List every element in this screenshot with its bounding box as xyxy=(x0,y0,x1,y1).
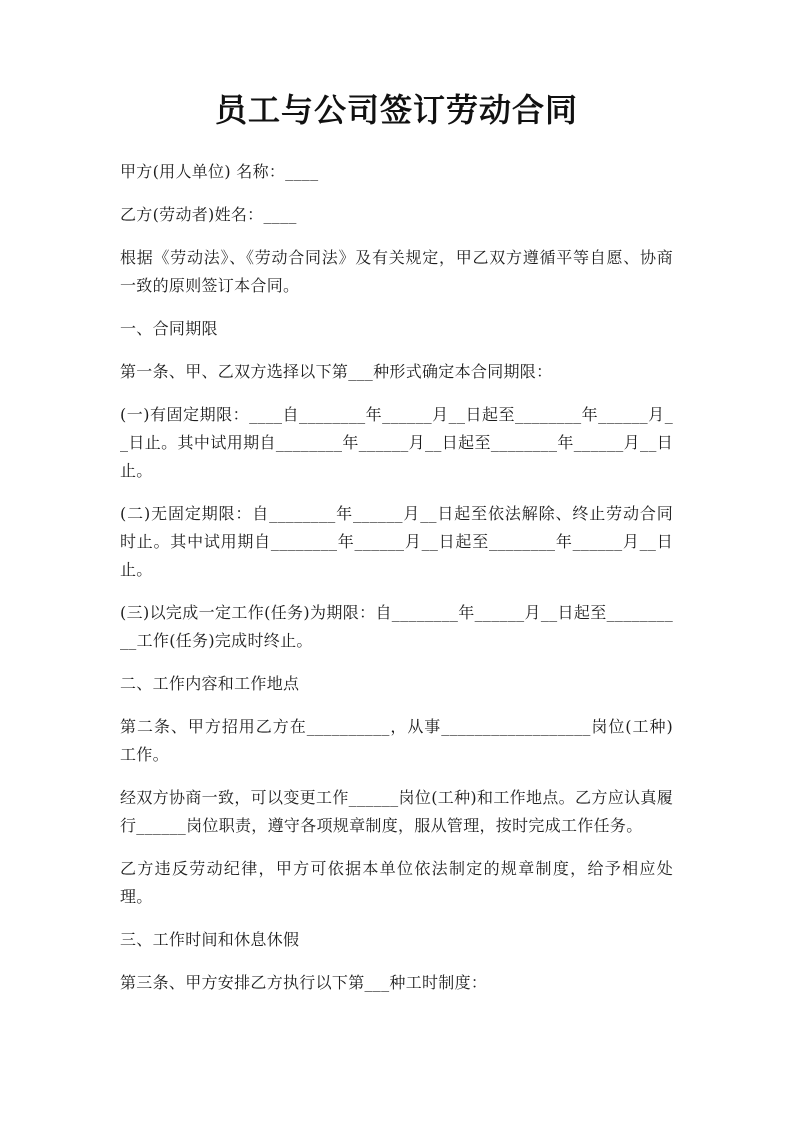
article-2-discipline: 乙方违反劳动纪律，甲方可依据本单位依法制定的规章制度，给予相应处理。 xyxy=(120,859,673,906)
section-2-heading: 二、工作内容和工作地点 xyxy=(120,674,300,693)
contract-title: 员工与公司签订劳动合同 xyxy=(214,91,578,129)
clause-task-based-term: (三)以完成一定工作(任务)为期限：自________年______月__日起至__________工作(任务)完成时终止。 xyxy=(120,603,673,650)
section-1-heading: 一、合同期限 xyxy=(120,319,218,338)
article-2-position-change: 经双方协商一致，可以变更工作______岗位(工种)和工作地点。乙方应认真履行______岗位职责，遵守各项规章制度，服从管理，按时完成工作任务。 xyxy=(120,788,673,835)
article-2-job-position: 第二条、甲方招用乙方在__________，从事__________________岗位(工种)工作。 xyxy=(120,717,673,764)
party-a-name-line: 甲方(用人单位) 名称：____ xyxy=(120,162,319,181)
clause-open-ended-term: (二)无固定期限：自________年______月__日起至依法解除、终止劳动合同时止。其中试用期自________年______月__日起至________年______月__日止。 xyxy=(120,504,673,579)
clause-fixed-term: (一)有固定期限：____自________年______月__日起至________年______月__日止。其中试用期自________年______月__日起至________年______月__日止。 xyxy=(120,405,673,480)
preamble-paragraph: 根据《劳动法》、《劳动合同法》及有关规定，甲乙双方遵循平等自愿、协商一致的原则签订本合同。 xyxy=(120,248,673,295)
party-b-name-line: 乙方(劳动者)姓名：____ xyxy=(120,205,297,224)
section-3-heading: 三、工作时间和休息休假 xyxy=(120,930,300,949)
article-3-working-hours: 第三条、甲方安排乙方执行以下第___种工时制度： xyxy=(120,973,488,992)
article-1-term-selection: 第一条、甲、乙双方选择以下第___种形式确定本合同期限： xyxy=(120,362,553,381)
